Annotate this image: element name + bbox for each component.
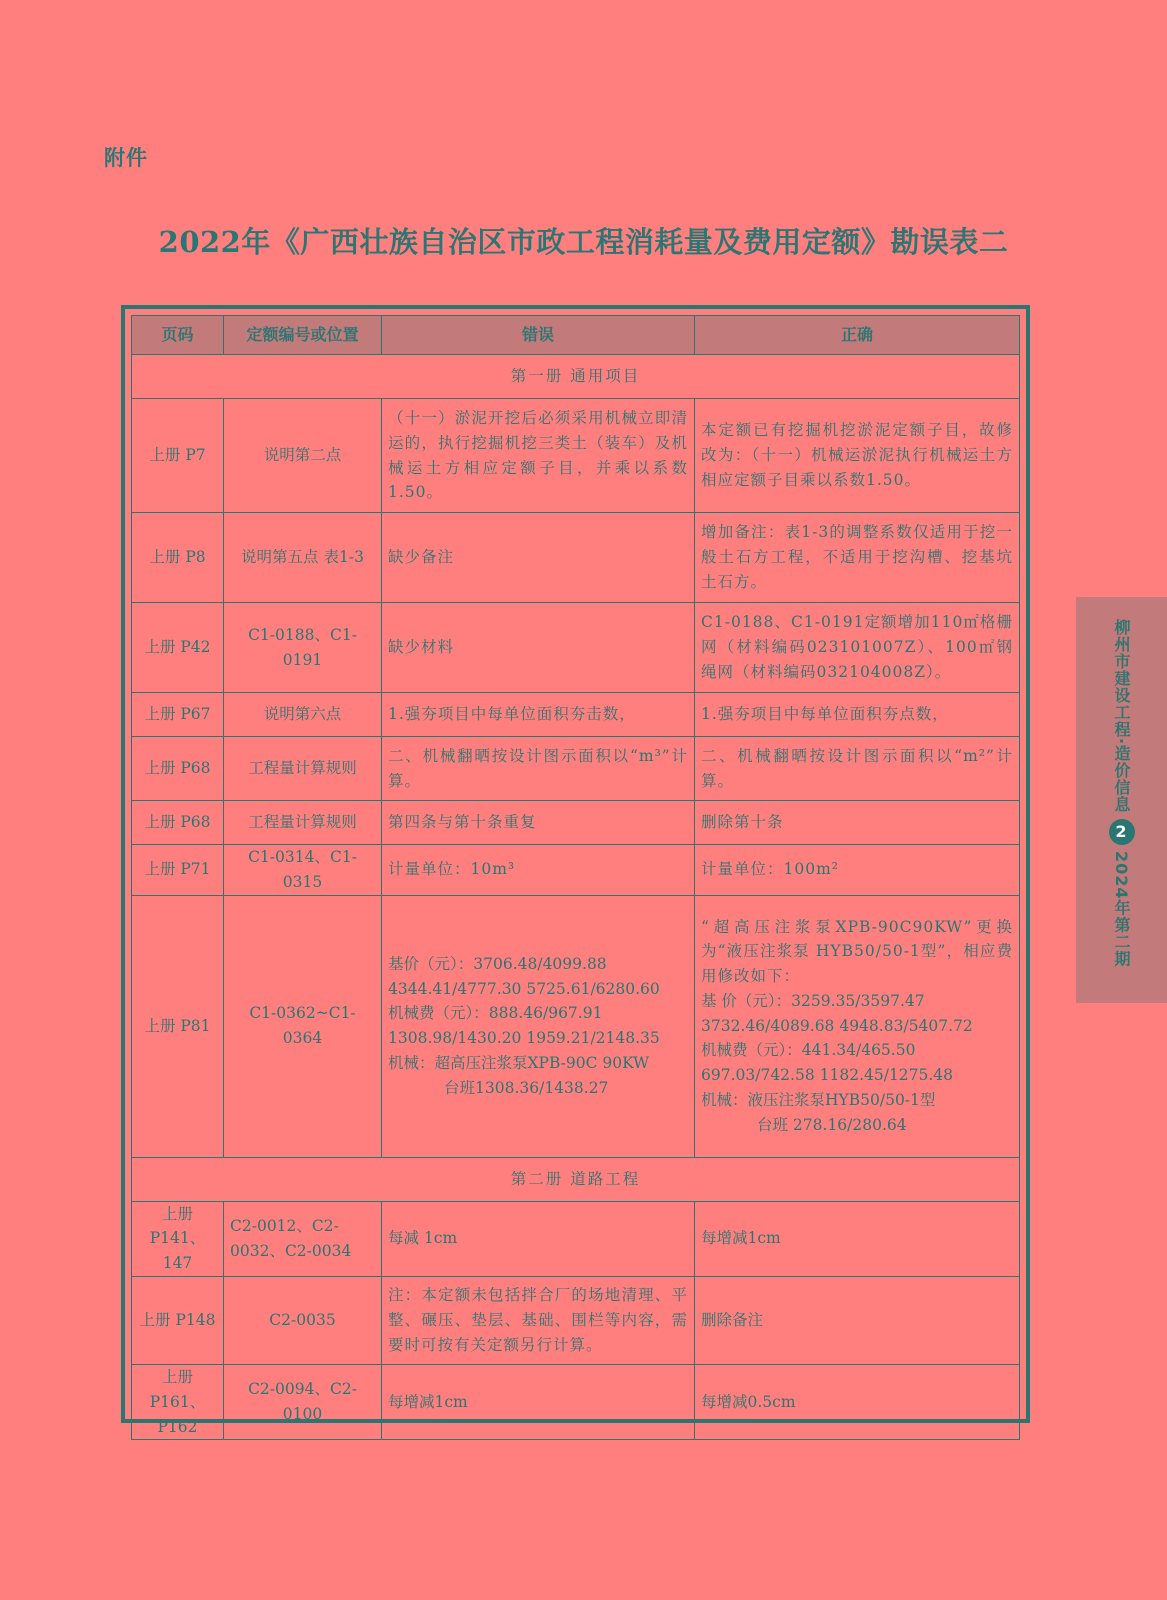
- cell-page: 上册 P7: [132, 399, 224, 513]
- cell-page: 上册 P68: [132, 801, 224, 845]
- correct-line: 机械费（元）：441.34/465.50: [701, 1041, 916, 1060]
- cell-correct: [695, 895, 1020, 1157]
- cell-error: 每增减1cm: [382, 1364, 695, 1439]
- issue-label: 2024年第二期: [1112, 851, 1131, 968]
- cell-error: [382, 895, 695, 1157]
- cell-position: 说明第二点: [224, 399, 382, 513]
- table-row: [132, 737, 1020, 801]
- cell-page: 上册 P71: [132, 845, 224, 896]
- error-line: 机械：超高压注浆泵XPB-90C 90KW: [388, 1053, 650, 1072]
- side-tab-text: [1076, 619, 1167, 968]
- table-row: [132, 399, 1020, 513]
- cell-page: 上册 P42: [132, 603, 224, 693]
- publication-name: 柳州市建设工程·造价信息: [1112, 619, 1131, 814]
- cell-position: C2-0012、C2-0032、C2-0034: [224, 1201, 382, 1276]
- table-row: [132, 693, 1020, 737]
- error-line: 1308.98/1430.20 1959.21/2148.35: [388, 1029, 660, 1048]
- table-row: [132, 801, 1020, 845]
- cell-error: 缺少备注: [382, 513, 695, 603]
- cell-position: C1-0188、C1-0191: [224, 603, 382, 693]
- header-page: 页码: [132, 316, 224, 355]
- correct-line: 基 价（元）：3259.35/3597.47: [701, 991, 925, 1010]
- cell-position: 说明第六点: [224, 693, 382, 737]
- error-line: 4344.41/4777.30 5725.61/6280.60: [388, 979, 660, 998]
- cell-position: C1-0314、C1-0315: [224, 845, 382, 896]
- cell-page: 上册 P68: [132, 737, 224, 801]
- section-title: 第二册 道路工程: [132, 1157, 1020, 1201]
- table-row: [132, 513, 1020, 603]
- cell-page: 上册 P67: [132, 693, 224, 737]
- cell-page: 上册 P141、147: [132, 1201, 224, 1276]
- error-line: 基价（元）：3706.48/4099.88: [388, 954, 607, 973]
- header-error: 错误: [382, 316, 695, 355]
- section-row: [132, 355, 1020, 399]
- cell-position: 说明第五点 表1-3: [224, 513, 382, 603]
- cell-correct: 本定额已有挖掘机挖淤泥定额子目，故修改为：（十一）机械运淤泥执行机械运土方相应定额子目乘以系数1.50。: [695, 399, 1020, 513]
- cell-error: 计量单位：10m³: [382, 845, 695, 896]
- issue-number-badge: 2: [1109, 819, 1135, 845]
- section-row: [132, 1157, 1020, 1201]
- correct-line: 697.03/742.58 1182.45/1275.48: [701, 1066, 954, 1085]
- cell-correct: 二、机械翻晒按设计图示面积以“m²”计算。: [695, 737, 1020, 801]
- cell-correct: 删除第十条: [695, 801, 1020, 845]
- cell-error: 第四条与第十条重复: [382, 801, 695, 845]
- cell-correct: 增加备注：表1-3的调整系数仅适用于挖一般土石方工程，不适用于挖沟槽、挖基坑土石方。: [695, 513, 1020, 603]
- correct-line: 台班 278.16/280.64: [757, 1115, 907, 1134]
- cell-position: C2-0094、C2-0100: [224, 1364, 382, 1439]
- section-title: 第一册 通用项目: [132, 355, 1020, 399]
- side-tab: [1076, 597, 1167, 1003]
- attachment-label: 附件: [104, 146, 148, 170]
- error-line: 机械费（元）：888.46/967.91: [388, 1004, 603, 1023]
- cell-correct: 每增减0.5cm: [695, 1364, 1020, 1439]
- error-line: 台班1308.36/1438.27: [444, 1078, 609, 1097]
- cell-correct: 1.强夯项目中每单位面积夯点数，: [695, 693, 1020, 737]
- header-correct: 正确: [695, 316, 1020, 355]
- table-row: [132, 1276, 1020, 1364]
- cell-correct: 删除备注: [695, 1276, 1020, 1364]
- errata-table-frame: [121, 305, 1030, 1436]
- cell-correct: 每增减1cm: [695, 1201, 1020, 1276]
- cell-position: 工程量计算规则: [224, 801, 382, 845]
- errata-table: [131, 315, 1020, 1440]
- cell-correct: C1-0188、C1-0191定额增加110㎡格栅网（材料编码023101007Z）、100㎡钢绳网（材料编码032104008Z）。: [695, 603, 1020, 693]
- cell-error: 注：本定额未包括拌合厂的场地清理、平整、碾压、垫层、基础、围栏等内容，需要时可按有关定额另行计算。: [382, 1276, 695, 1364]
- table-row: [132, 1201, 1020, 1276]
- cell-error: （十一）淤泥开挖后必须采用机械立即清运的，执行挖掘机挖三类土（装车）及机械运土方相应定额子目，并乘以系数1.50。: [382, 399, 695, 513]
- table-row: [132, 895, 1020, 1157]
- correct-line: 3732.46/4089.68 4948.83/5407.72: [701, 1016, 973, 1035]
- cell-position: C2-0035: [224, 1276, 382, 1364]
- header-position: 定额编号或位置: [224, 316, 382, 355]
- correct-line: “超高压注浆泵XPB-90C90KW”更换为“液压注浆泵 HYB50/50-1型”，相应费用修改如下：: [701, 917, 1013, 986]
- cell-correct: 计量单位：100m²: [695, 845, 1020, 896]
- cell-error: 缺少材料: [382, 603, 695, 693]
- table-row: [132, 603, 1020, 693]
- correct-line: 机械：液压注浆泵HYB50/50-1型: [701, 1091, 936, 1110]
- cell-position: C1-0362~C1-0364: [224, 895, 382, 1157]
- cell-error: 二、机械翻晒按设计图示面积以“m³”计算。: [382, 737, 695, 801]
- table-row: [132, 845, 1020, 896]
- cell-page: 上册 P81: [132, 895, 224, 1157]
- table-row: [132, 1364, 1020, 1439]
- cell-page: 上册 P148: [132, 1276, 224, 1364]
- cell-page: 上册 P161、P162: [132, 1364, 224, 1439]
- table-header-row: [132, 316, 1020, 355]
- cell-error: 1.强夯项目中每单位面积夯击数，: [382, 693, 695, 737]
- cell-page: 上册 P8: [132, 513, 224, 603]
- cell-position: 工程量计算规则: [224, 737, 382, 801]
- page-title: 2022年《广西壮族自治区市政工程消耗量及费用定额》勘误表二: [158, 225, 1009, 259]
- cell-error: 每减 1cm: [382, 1201, 695, 1276]
